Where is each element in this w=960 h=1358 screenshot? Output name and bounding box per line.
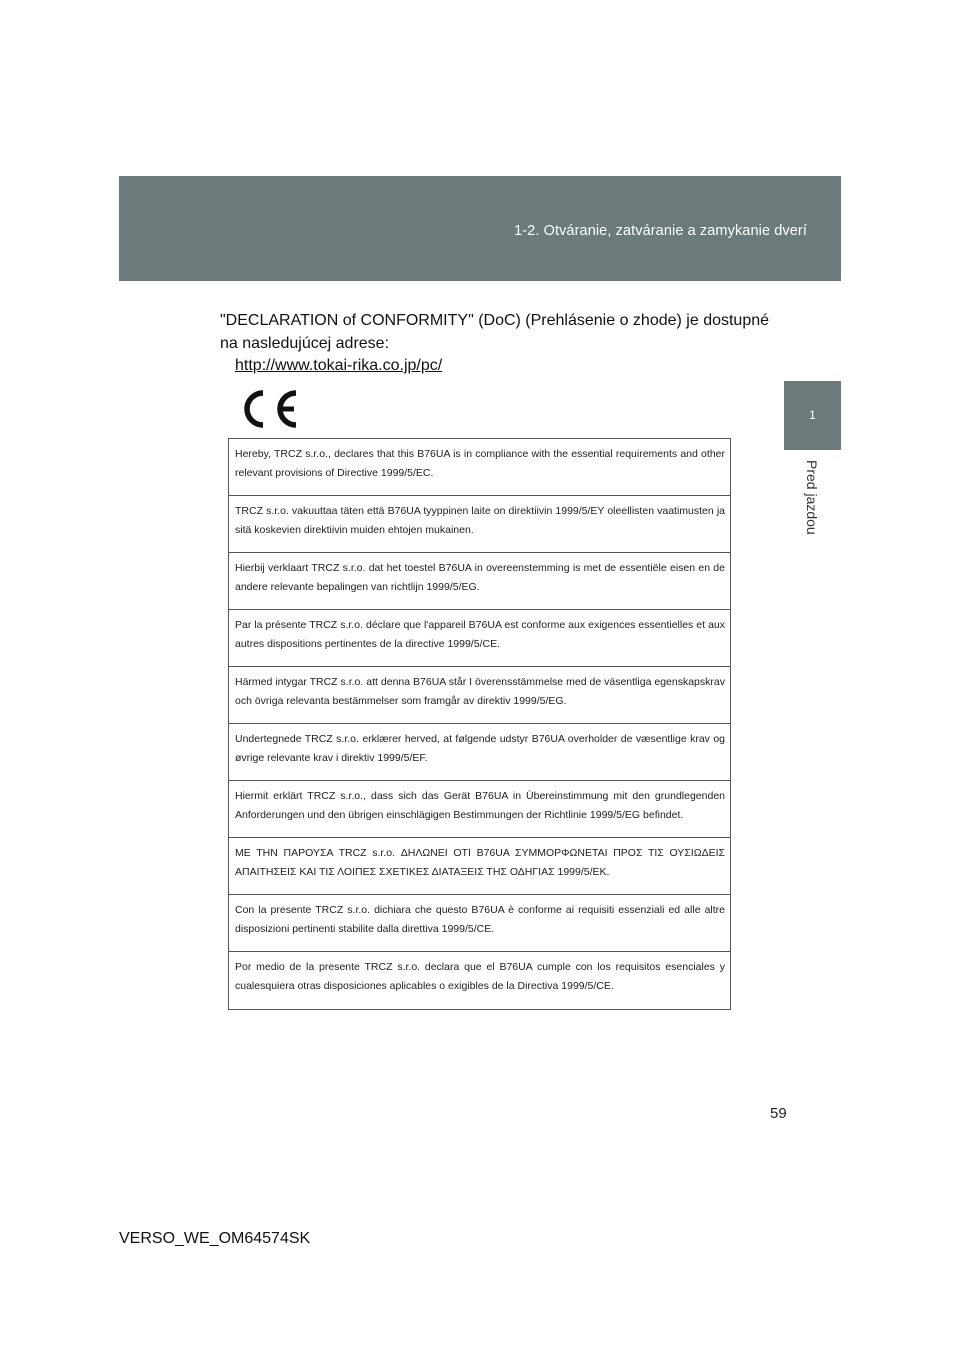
- doc-link[interactable]: http://www.tokai-rika.co.jp/pc/: [235, 357, 443, 374]
- declaration-fr: Par la présente TRCZ s.r.o. déclare que l'appareil B76UA est conforme aux exigences essentielles et aux autres dispositions pertinentes de la directive 1999/5/CE.: [229, 610, 730, 667]
- declaration-nl: Hierbij verklaart TRCZ s.r.o. dat het toestel B76UA in overeenstemming is met de essentiële eisen en de andere relevante bepalingen van richtlijn 1999/5/EG.: [229, 553, 730, 610]
- declaration-da: Undertegnede TRCZ s.r.o. erklærer herved, at følgende udstyr B76UA overholder de væsentlige krav og øvrige relevante krav i direktiv 1999/5/EF.: [229, 724, 730, 781]
- page-number: 59: [770, 1105, 787, 1122]
- ce-mark-icon: [236, 388, 300, 430]
- declaration-sv: Härmed intygar TRCZ s.r.o. att denna B76UA står I överensstämmelse med de väsentliga egenskapskrav och övriga relevanta bestämmelser som framgår av direktiv 1999/5/EG.: [229, 667, 730, 724]
- declarations-table: [228, 438, 731, 1010]
- intro-text: "DECLARATION of CONFORMITY" (DoC) (Prehlásenie o zhode) je dostupné na nasledujúcej adrese:: [220, 312, 770, 352]
- section-title: 1-2. Otváranie, zatváranie a zamykanie dverí: [514, 223, 807, 239]
- chapter-tab: [784, 381, 841, 450]
- declaration-de: Hiermit erklärt TRCZ s.r.o., dass sich das Gerät B76UA in Übereinstimmung mit den grundlegenden Anforderungen und den übrigen einschlägigen Bestimmungen der Richtlinie 1999/5/EG befindet.: [229, 781, 730, 838]
- declaration-es: Por medio de la presente TRCZ s.r.o. declara que el B76UA cumple con los requisitos esenciales y cualesquiera otras disposiciones aplicables o exigibles de la Directiva 1999/5/CE.: [235, 961, 725, 992]
- section-header-band: [119, 176, 841, 281]
- chapter-number: 1: [809, 408, 816, 422]
- document-code: VERSO_WE_OM64574SK: [119, 1230, 311, 1247]
- declaration-it: Con la presente TRCZ s.r.o. dichiara che questo B76UA è conforme ai requisiti essenziali ed alle altre disposizioni pertinenti stabilite dalla direttiva 1999/5/CE.: [229, 895, 730, 952]
- declaration-el: ΜΕ ΤΗΝ ΠΑΡΟΥΣΑ TRCZ s.r.o. ΔΗΛΩΝΕΙ ΟΤΙ B76UA ΣΥΜΜΟΡΦΩΝΕΤΑΙ ΠΡΟΣ ΤΙΣ ΟΥΣΙΩΔΕΙΣ ΑΠΑΙΤΗΣΕΙΣ ΚΑΙ ΤΙΣ ΛΟΙΠΕΣ ΣΧΕΤΙΚΕΣ ΔΙΑΤΑΞΕΙΣ ΤΗΣ ΟΔΗΓΙΑΣ 1999/5/ΕΚ.: [229, 838, 730, 895]
- declaration-en: Hereby, TRCZ s.r.o., declares that this B76UA is in compliance with the essential requirements and other relevant provisions of Directive 1999/5/EC.: [229, 439, 730, 496]
- declaration-fi: TRCZ s.r.o. vakuuttaa täten että B76UA tyyppinen laite on direktiivin 1999/5/EY oleellisten vaatimusten ja sitä koskevien direktiivin muiden ehtojen mukainen.: [229, 496, 730, 553]
- chapter-label: Pred jazdou: [804, 460, 820, 535]
